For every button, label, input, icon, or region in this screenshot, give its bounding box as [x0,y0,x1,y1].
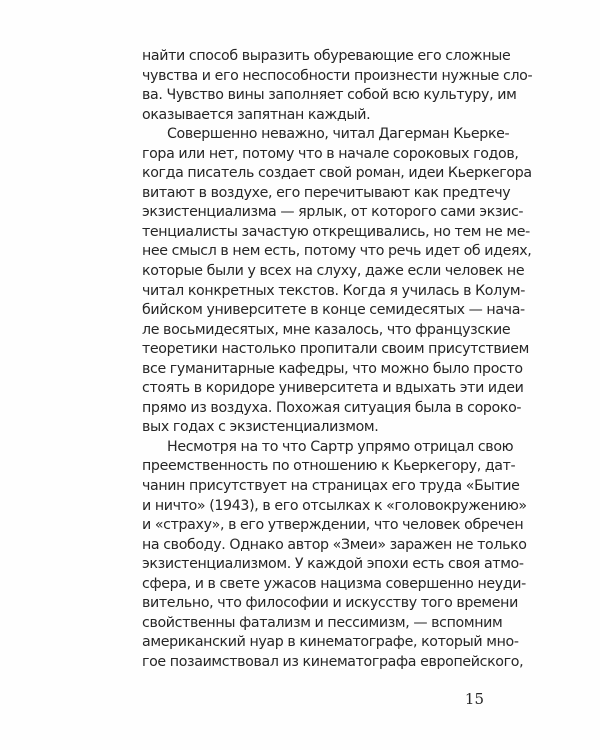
text-line: сфера, и в свете ужасов нацизма совершенно неуди- [142,575,526,592]
text-line: бийском университете в конце семидесятых — нача- [142,302,525,319]
text-line: все гуманитарные кафедры, что можно было просто [142,360,523,377]
text-line: прямо из воздуха. Похожая ситуация была в сороко- [142,399,522,416]
text-line: и «страху», в его утверждении, что человек обречен [142,517,524,534]
text-line: вительно, что философии и искусству того времени [142,595,518,612]
text-line: чувства и его неспособности произнести нужные сло- [142,67,533,84]
text-line: Совершенно неважно, читал Дагерман Кьерке- [167,126,510,143]
text-line: оказывается запятнан каждый. [142,106,371,123]
text-line: гора или нет, потому что в начале сороковых годов, [142,145,519,162]
paragraph-2 [142,125,532,438]
text-line: тенциалисты зачастую открещивались, но тем не ме- [142,223,530,240]
text-line: чанин присутствует на страницах его труда «Бытие [142,478,520,495]
page-number: 15 [464,690,484,708]
text-line: теоретики настолько пропитали своим присутствием [142,341,530,358]
text-line: преемственность по отношению к Кьеркегору, дат- [142,458,516,475]
body-text [142,47,533,673]
text-line: на свободу. Однако автор «Змеи» заражен не только [142,536,527,553]
text-line: ле восьмидесятых, мне казалось, что французские [142,321,511,338]
text-line: гое позаимствовал из кинематографа европейского, [142,653,524,670]
text-line: читал конкретных текстов. Когда я училась в Колум- [142,282,526,299]
text-line: свойственны фатализм и пессимизм, — вспомним [142,614,503,631]
text-line: экзистенциализма — ярлык, от которого сами экзис- [142,204,524,221]
text-line: когда писатель создает свой роман, идеи Кьеркегора [142,165,532,182]
text-line: экзистенциализмом. У каждой эпохи есть своя атмо- [142,556,524,573]
text-line: стоять в коридоре университета и вдыхать эти идеи [142,380,524,397]
paragraph-3 [142,438,527,673]
text-line: витают в воздухе, его перечитывают как предтечу [142,184,511,201]
text-line: Несмотря на то что Сартр упрямо отрицал свою [167,438,514,455]
text-line: и ничто» (1943), в его отсылках к «головокружению» [142,497,527,514]
paragraph-1 [142,47,533,125]
text-line: нее смысл в нем есть, потому что речь идет об идеях, [142,243,532,260]
text-line: вых годах с экзистенциализмом. [142,419,379,436]
text-line: американский нуар в кинематографе, который мно- [142,634,519,651]
text-line: найти способ выразить обуревающие его сложные [142,48,511,64]
text-line: ва. Чувство вины заполняет собой всю культуру, им [142,87,517,104]
text-line: которые были у всех на слуху, даже если человек не [142,263,525,280]
